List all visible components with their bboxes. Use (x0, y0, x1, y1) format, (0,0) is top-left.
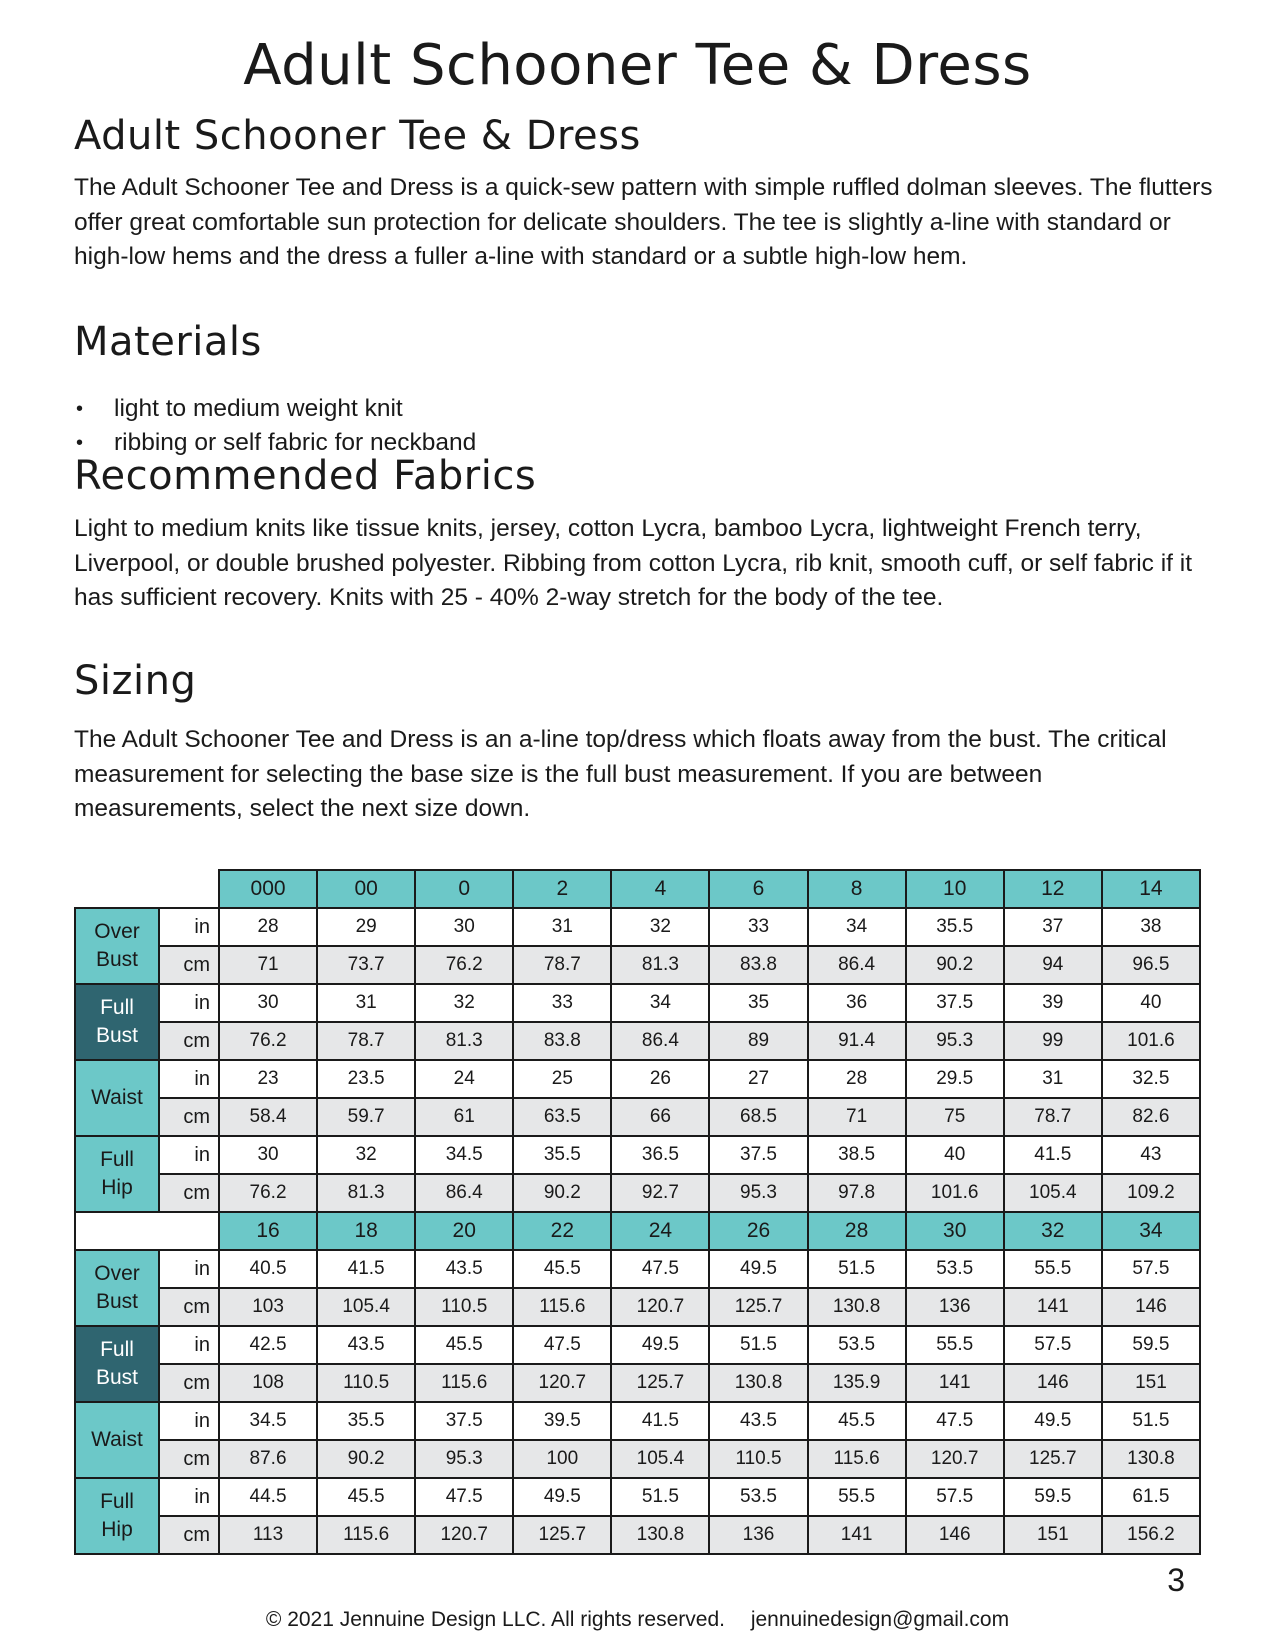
measurement-value-cell: 108 (219, 1364, 317, 1402)
measurement-value-cell: 90.2 (513, 1174, 611, 1212)
measurement-value-cell: 37.5 (906, 984, 1004, 1022)
measurement-value-cell: 35.5 (513, 1136, 611, 1174)
measurement-label-line: Bust (95, 1290, 139, 1313)
measurement-label-line: Waist (91, 1086, 143, 1109)
measurement-value-cell: 141 (1004, 1288, 1102, 1326)
measurement-value-cell: 146 (1004, 1364, 1102, 1402)
measurement-value-cell: 28 (808, 1060, 906, 1098)
measurement-value-cell: 44.5 (219, 1478, 317, 1516)
measurement-value-cell: 113 (219, 1516, 317, 1554)
measurement-value-cell: 47.5 (906, 1402, 1004, 1440)
table-row (75, 1364, 1200, 1402)
measurement-value-cell: 32 (415, 984, 513, 1022)
measurement-value-cell: 110.5 (317, 1364, 415, 1402)
measurement-value-cell: 41.5 (611, 1402, 709, 1440)
measurement-value-cell: 30 (415, 908, 513, 946)
unit-label: cm (159, 1364, 219, 1402)
measurement-value-cell: 31 (513, 908, 611, 946)
unit-label: cm (159, 1022, 219, 1060)
measurement-value-cell: 61.5 (1102, 1478, 1200, 1516)
measurement-value-cell: 37.5 (709, 1136, 807, 1174)
materials-heading: Materials (74, 319, 262, 365)
measurement-value-cell: 45.5 (513, 1250, 611, 1288)
table-corner-cell (75, 870, 219, 908)
measurement-value-cell: 57.5 (1102, 1250, 1200, 1288)
table-row (75, 1136, 1200, 1174)
measurement-value-cell: 110.5 (415, 1288, 513, 1326)
measurement-value-cell: 71 (808, 1098, 906, 1136)
measurement-value-cell: 47.5 (611, 1250, 709, 1288)
measurement-value-cell: 51.5 (808, 1250, 906, 1288)
table-row (75, 1516, 1200, 1554)
table-row (75, 1250, 1200, 1288)
measurement-value-cell: 115.6 (317, 1516, 415, 1554)
measurement-value-cell: 103 (219, 1288, 317, 1326)
measurement-value-cell: 63.5 (513, 1098, 611, 1136)
measurement-value-cell: 34 (808, 908, 906, 946)
table-row (75, 908, 1200, 946)
measurement-value-cell: 125.7 (709, 1288, 807, 1326)
intro-heading: Adult Schooner Tee & Dress (74, 113, 641, 159)
measurement-value-cell: 90.2 (317, 1440, 415, 1478)
measurement-value-cell: 141 (906, 1364, 1004, 1402)
measurement-label (75, 908, 159, 984)
measurement-value-cell: 95.3 (415, 1440, 513, 1478)
table-row (75, 1022, 1200, 1060)
measurement-label (75, 984, 159, 1060)
measurement-value-cell: 55.5 (906, 1326, 1004, 1364)
measurement-value-cell: 40 (906, 1136, 1004, 1174)
measurement-label-line: Full (100, 1490, 134, 1513)
measurement-value-cell: 101.6 (906, 1174, 1004, 1212)
measurement-value-cell: 101.6 (1102, 1022, 1200, 1060)
measurement-value-cell: 95.3 (906, 1022, 1004, 1060)
measurement-value-cell: 120.7 (415, 1516, 513, 1554)
size-header-cell: 22 (513, 1212, 611, 1250)
table-row (75, 1060, 1200, 1098)
measurement-value-cell: 135.9 (808, 1364, 906, 1402)
measurement-value-cell: 33 (709, 908, 807, 946)
measurement-value-cell: 49.5 (709, 1250, 807, 1288)
measurement-value-cell: 73.7 (317, 946, 415, 984)
size-header-cell: 34 (1102, 1212, 1200, 1250)
measurement-value-cell: 82.6 (1102, 1098, 1200, 1136)
measurement-value-cell: 35.5 (906, 908, 1004, 946)
measurement-value-cell: 53.5 (906, 1250, 1004, 1288)
measurement-value-cell: 53.5 (808, 1326, 906, 1364)
table-row (75, 1440, 1200, 1478)
size-header-cell: 4 (611, 870, 709, 908)
measurement-value-cell: 36 (808, 984, 906, 1022)
measurement-value-cell: 59.5 (1004, 1478, 1102, 1516)
measurement-value-cell: 130.8 (709, 1364, 807, 1402)
measurement-value-cell: 125.7 (1004, 1440, 1102, 1478)
measurement-value-cell: 43.5 (415, 1250, 513, 1288)
measurement-value-cell: 59.7 (317, 1098, 415, 1136)
recommended-fabrics-heading: Recommended Fabrics (74, 453, 537, 499)
measurement-value-cell: 81.3 (317, 1174, 415, 1212)
measurement-value-cell: 51.5 (709, 1326, 807, 1364)
measurement-value-cell: 43.5 (709, 1402, 807, 1440)
bullet-icon: • (76, 398, 84, 420)
intro-paragraph: The Adult Schooner Tee and Dress is a quick-sew pattern with simple ruffled dolman sleeves. The flutters offer great comfortable sun protection for delicate shoulders. The tee is slightly a-line with standard or high-low hems and the dress a fuller a-line with standard or a subtle high-low hem. (74, 174, 1213, 270)
measurement-value-cell: 146 (906, 1516, 1004, 1554)
measurement-value-cell: 34.5 (219, 1402, 317, 1440)
measurement-label-line: Full (100, 1148, 134, 1171)
measurement-value-cell: 125.7 (611, 1364, 709, 1402)
measurement-value-cell: 30 (219, 984, 317, 1022)
measurement-value-cell: 92.7 (611, 1174, 709, 1212)
page-title: Adult Schooner Tee & Dress (243, 33, 1032, 98)
size-header-cell: 10 (906, 870, 1004, 908)
measurement-value-cell: 32 (317, 1136, 415, 1174)
measurement-value-cell: 100 (513, 1440, 611, 1478)
measurement-value-cell: 45.5 (808, 1402, 906, 1440)
materials-list (74, 392, 476, 460)
size-header-cell: 8 (808, 870, 906, 908)
measurement-value-cell: 105.4 (1004, 1174, 1102, 1212)
measurement-label-line: Hip (101, 1518, 133, 1541)
unit-label: in (159, 1136, 219, 1174)
measurement-value-cell: 26 (611, 1060, 709, 1098)
size-header-cell: 2 (513, 870, 611, 908)
measurement-value-cell: 24 (415, 1060, 513, 1098)
measurement-value-cell: 120.7 (513, 1364, 611, 1402)
size-chart-table (74, 869, 1201, 1555)
measurement-value-cell: 43.5 (317, 1326, 415, 1364)
page-footer (0, 1608, 1275, 1632)
measurement-value-cell: 45.5 (317, 1478, 415, 1516)
measurement-value-cell: 35.5 (317, 1402, 415, 1440)
measurement-value-cell: 39.5 (513, 1402, 611, 1440)
measurement-label (75, 1250, 159, 1326)
size-header-cell: 00 (317, 870, 415, 908)
measurement-value-cell: 40 (1102, 984, 1200, 1022)
measurement-value-cell: 51.5 (611, 1478, 709, 1516)
measurement-value-cell: 86.4 (808, 946, 906, 984)
measurement-value-cell: 130.8 (808, 1288, 906, 1326)
size-header-cell: 26 (709, 1212, 807, 1250)
measurement-value-cell: 23 (219, 1060, 317, 1098)
measurement-value-cell: 33 (513, 984, 611, 1022)
measurement-value-cell: 37.5 (415, 1402, 513, 1440)
size-header-row (75, 1212, 1200, 1250)
measurement-value-cell: 43 (1102, 1136, 1200, 1174)
measurement-value-cell: 40.5 (219, 1250, 317, 1288)
measurement-value-cell: 23.5 (317, 1060, 415, 1098)
measurement-value-cell: 66 (611, 1098, 709, 1136)
measurement-value-cell: 76.2 (219, 1022, 317, 1060)
size-header-cell: 18 (317, 1212, 415, 1250)
measurement-value-cell: 151 (1004, 1516, 1102, 1554)
size-header-cell: 16 (219, 1212, 317, 1250)
size-header-cell: 32 (1004, 1212, 1102, 1250)
measurement-value-cell: 36.5 (611, 1136, 709, 1174)
size-header-cell: 0 (415, 870, 513, 908)
measurement-value-cell: 120.7 (611, 1288, 709, 1326)
measurement-value-cell: 151 (1102, 1364, 1200, 1402)
footer-email: jennuinedesign@gmail.com (750, 1608, 1010, 1631)
measurement-value-cell: 53.5 (709, 1478, 807, 1516)
measurement-value-cell: 89 (709, 1022, 807, 1060)
measurement-value-cell: 87.6 (219, 1440, 317, 1478)
sizing-heading: Sizing (74, 658, 197, 704)
measurement-value-cell: 125.7 (513, 1516, 611, 1554)
measurement-label-line: Full (100, 1338, 134, 1361)
measurement-value-cell: 45.5 (415, 1326, 513, 1364)
measurement-value-cell: 32 (611, 908, 709, 946)
measurement-value-cell: 35 (709, 984, 807, 1022)
measurement-value-cell: 81.3 (415, 1022, 513, 1060)
bullet-icon: • (76, 432, 84, 454)
size-header-cell: 20 (415, 1212, 513, 1250)
measurement-label (75, 1326, 159, 1402)
measurement-value-cell: 61 (415, 1098, 513, 1136)
size-header-cell: 000 (219, 870, 317, 908)
size-header-row (75, 870, 1200, 908)
table-row (75, 984, 1200, 1022)
measurement-value-cell: 71 (219, 946, 317, 984)
measurement-label-line: Hip (101, 1176, 133, 1199)
measurement-value-cell: 86.4 (415, 1174, 513, 1212)
measurement-value-cell: 105.4 (317, 1288, 415, 1326)
table-corner-cell (75, 1212, 219, 1250)
measurement-value-cell: 86.4 (611, 1022, 709, 1060)
footer-copyright: © 2021 Jennuine Design LLC. All rights reserved. (265, 1608, 725, 1631)
measurement-value-cell: 42.5 (219, 1326, 317, 1364)
unit-label: cm (159, 1288, 219, 1326)
unit-label: in (159, 1326, 219, 1364)
measurement-value-cell: 32.5 (1102, 1060, 1200, 1098)
table-row (75, 1174, 1200, 1212)
unit-label: in (159, 1060, 219, 1098)
measurement-value-cell: 120.7 (906, 1440, 1004, 1478)
measurement-label (75, 1060, 159, 1136)
measurement-value-cell: 78.7 (317, 1022, 415, 1060)
materials-list-item: • ribbing or self fabric for neckband (74, 426, 476, 460)
measurement-value-cell: 105.4 (611, 1440, 709, 1478)
measurement-value-cell: 38.5 (808, 1136, 906, 1174)
page-number: 3 (1167, 1562, 1185, 1598)
size-header-cell: 28 (808, 1212, 906, 1250)
measurement-value-cell: 96.5 (1102, 946, 1200, 984)
measurement-value-cell: 37 (1004, 908, 1102, 946)
measurement-label-line: Bust (95, 1024, 139, 1047)
unit-label: cm (159, 1516, 219, 1554)
measurement-label-line: Waist (91, 1428, 143, 1451)
measurement-value-cell: 110.5 (709, 1440, 807, 1478)
measurement-value-cell: 29.5 (906, 1060, 1004, 1098)
measurement-value-cell: 78.7 (1004, 1098, 1102, 1136)
measurement-value-cell: 38 (1102, 908, 1200, 946)
measurement-value-cell: 39 (1004, 984, 1102, 1022)
measurement-value-cell: 136 (709, 1516, 807, 1554)
measurement-value-cell: 27 (709, 1060, 807, 1098)
measurement-value-cell: 146 (1102, 1288, 1200, 1326)
table-row (75, 1326, 1200, 1364)
measurement-value-cell: 97.8 (808, 1174, 906, 1212)
measurement-value-cell: 75 (906, 1098, 1004, 1136)
measurement-value-cell: 31 (1004, 1060, 1102, 1098)
unit-label: cm (159, 946, 219, 984)
measurement-value-cell: 41.5 (1004, 1136, 1102, 1174)
measurement-value-cell: 28 (219, 908, 317, 946)
measurement-value-cell: 109.2 (1102, 1174, 1200, 1212)
unit-label: in (159, 1402, 219, 1440)
size-header-cell: 14 (1102, 870, 1200, 908)
measurement-label-line: Over (94, 920, 140, 943)
measurement-value-cell: 156.2 (1102, 1516, 1200, 1554)
measurement-value-cell: 90.2 (906, 946, 1004, 984)
measurement-value-cell: 91.4 (808, 1022, 906, 1060)
measurement-label (75, 1136, 159, 1212)
measurement-value-cell: 41.5 (317, 1250, 415, 1288)
measurement-value-cell: 99 (1004, 1022, 1102, 1060)
unit-label: in (159, 908, 219, 946)
measurement-label-line: Full (100, 996, 134, 1019)
measurement-value-cell: 49.5 (1004, 1402, 1102, 1440)
measurement-value-cell: 76.2 (415, 946, 513, 984)
measurement-value-cell: 115.6 (513, 1288, 611, 1326)
measurement-value-cell: 141 (808, 1516, 906, 1554)
unit-label: cm (159, 1174, 219, 1212)
measurement-value-cell: 49.5 (611, 1326, 709, 1364)
measurement-value-cell: 115.6 (808, 1440, 906, 1478)
measurement-value-cell: 78.7 (513, 946, 611, 984)
measurement-value-cell: 51.5 (1102, 1402, 1200, 1440)
measurement-value-cell: 29 (317, 908, 415, 946)
recommended-fabrics-paragraph: Light to medium knits like tissue knits, jersey, cotton Lycra, bamboo Lycra, lightweight French terry, Liverpool, or double brushed polyester. Ribbing from cotton Lycra, rib knit, smooth cuff, or self fabric if it has sufficient recovery. Knits with 25 - 40% 2-way stretch for the body of the tee. (74, 515, 1193, 611)
measurement-value-cell: 55.5 (808, 1478, 906, 1516)
unit-label: in (159, 984, 219, 1022)
measurement-value-cell: 130.8 (611, 1516, 709, 1554)
measurement-value-cell: 83.8 (513, 1022, 611, 1060)
measurement-value-cell: 55.5 (1004, 1250, 1102, 1288)
size-header-cell: 6 (709, 870, 807, 908)
measurement-value-cell: 59.5 (1102, 1326, 1200, 1364)
size-header-cell: 24 (611, 1212, 709, 1250)
unit-label: in (159, 1250, 219, 1288)
measurement-label (75, 1478, 159, 1554)
measurement-value-cell: 130.8 (1102, 1440, 1200, 1478)
measurement-value-cell: 136 (906, 1288, 1004, 1326)
measurement-value-cell: 94 (1004, 946, 1102, 984)
table-row (75, 1478, 1200, 1516)
table-row (75, 1402, 1200, 1440)
measurement-value-cell: 83.8 (709, 946, 807, 984)
measurement-value-cell: 115.6 (415, 1364, 513, 1402)
measurement-value-cell: 57.5 (906, 1478, 1004, 1516)
measurement-value-cell: 30 (219, 1136, 317, 1174)
table-row (75, 1288, 1200, 1326)
unit-label: cm (159, 1098, 219, 1136)
measurement-value-cell: 49.5 (513, 1478, 611, 1516)
measurement-value-cell: 68.5 (709, 1098, 807, 1136)
measurement-label-line: Bust (95, 948, 139, 971)
measurement-value-cell: 34 (611, 984, 709, 1022)
measurement-label (75, 1402, 159, 1478)
measurement-value-cell: 57.5 (1004, 1326, 1102, 1364)
measurement-value-cell: 95.3 (709, 1174, 807, 1212)
measurement-value-cell: 47.5 (415, 1478, 513, 1516)
measurement-value-cell: 58.4 (219, 1098, 317, 1136)
materials-list-item: • light to medium weight knit (74, 392, 476, 426)
measurement-value-cell: 31 (317, 984, 415, 1022)
unit-label: cm (159, 1440, 219, 1478)
size-header-cell: 12 (1004, 870, 1102, 908)
measurement-value-cell: 25 (513, 1060, 611, 1098)
measurement-label-line: Over (94, 1262, 140, 1285)
measurement-value-cell: 76.2 (219, 1174, 317, 1212)
measurement-value-cell: 81.3 (611, 946, 709, 984)
table-row (75, 1098, 1200, 1136)
sizing-paragraph: The Adult Schooner Tee and Dress is an a-line top/dress which floats away from the bust. The critical measurement for selecting the base size is the full bust measurement. If you are between measurements, select the next size down. (74, 726, 1167, 822)
table-row (75, 946, 1200, 984)
unit-label: in (159, 1478, 219, 1516)
measurement-value-cell: 47.5 (513, 1326, 611, 1364)
measurement-label-line: Bust (95, 1366, 139, 1389)
size-header-cell: 30 (906, 1212, 1004, 1250)
measurement-value-cell: 34.5 (415, 1136, 513, 1174)
